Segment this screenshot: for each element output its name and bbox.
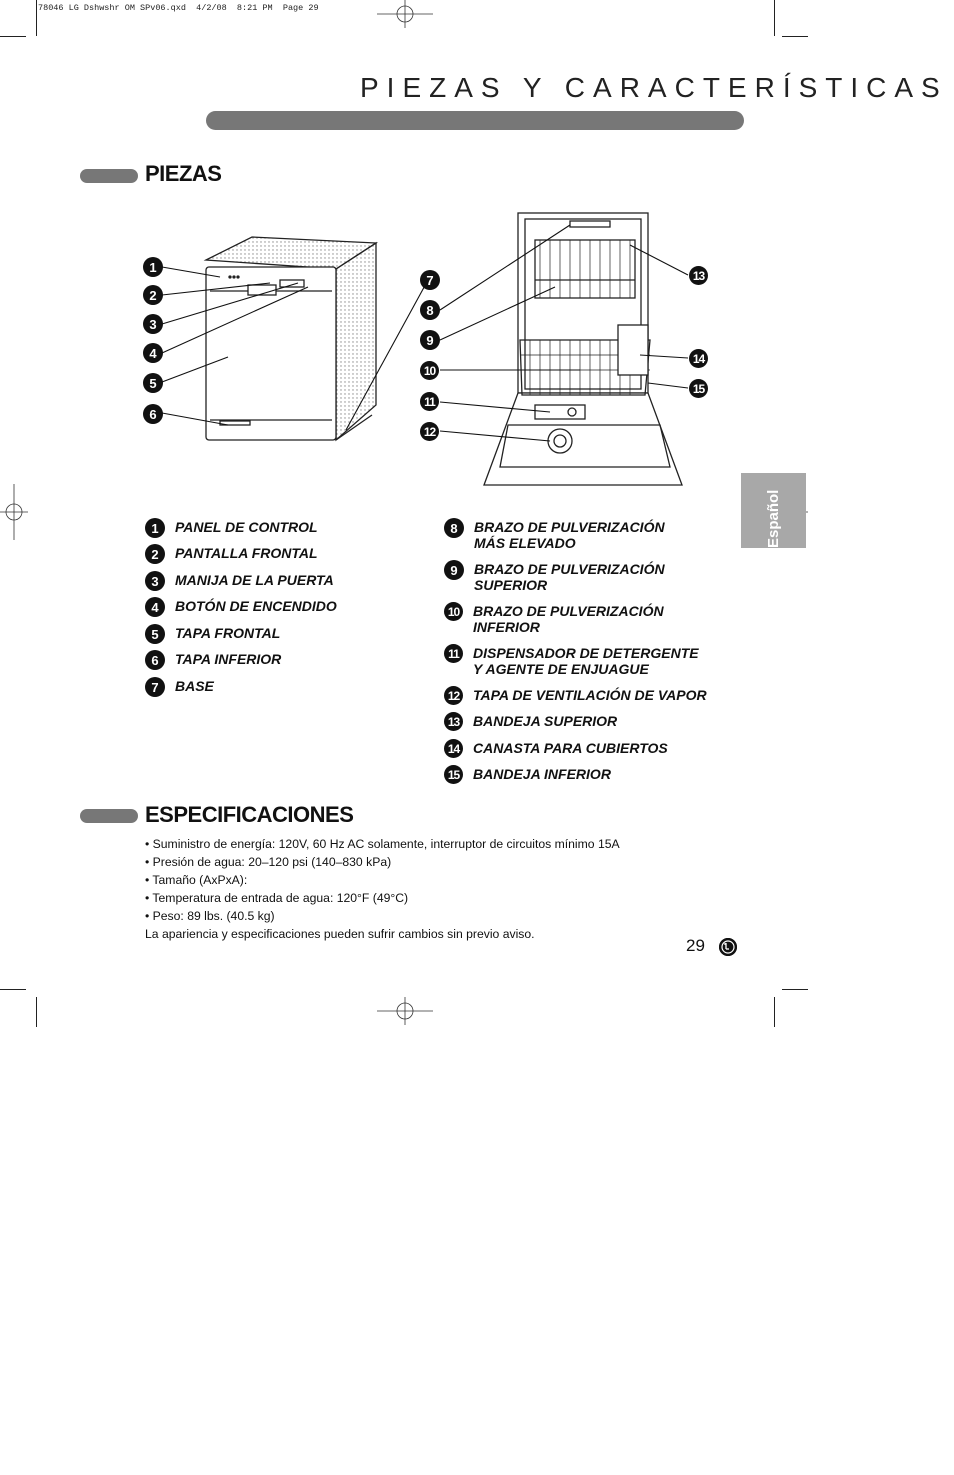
part-label: TAPA INFERIOR — [175, 651, 282, 667]
page-title: PIEZAS Y CARACTERÍSTICAS — [360, 72, 948, 103]
file-slug: 78046 LG Dshwshr OM SPv06.qxd 4/2/08 8:21 PM Page 29 — [38, 3, 319, 13]
closed-dishwasher — [206, 237, 376, 440]
part-item — [145, 624, 415, 644]
spec-note: La apariencia y especificaciones pueden sufrir cambios sin previo aviso. — [145, 927, 535, 941]
part-label: BANDEJA SUPERIOR — [473, 713, 618, 729]
callout-2: 2 — [143, 285, 163, 305]
part-label: PANTALLA FRONTAL — [175, 545, 318, 561]
section-pill — [80, 809, 138, 823]
spec-list — [145, 835, 620, 943]
part-item — [444, 765, 713, 784]
especificaciones-heading: ESPECIFICACIONES — [145, 802, 354, 827]
lg-logo-icon — [719, 938, 737, 956]
part-label: MANIJA DE LA PUERTA — [175, 572, 334, 588]
part-number: 7 — [145, 677, 165, 697]
part-label: DISPENSADOR DE DETERGENTE Y AGENTE DE ENJUAGUE — [473, 645, 699, 677]
open-dishwasher — [484, 213, 682, 485]
section-pill — [80, 169, 138, 183]
language-tab-label: Español — [765, 489, 782, 548]
part-item — [145, 544, 415, 564]
part-number: 4 — [145, 597, 165, 617]
part-item — [145, 571, 415, 591]
spec-item: • Tamaño (AxPxA): — [145, 873, 248, 887]
title-bar — [206, 111, 744, 130]
part-label: BRAZO DE PULVERIZACIÓN MÁS ELEVADO — [474, 519, 665, 551]
part-label: CANASTA PARA CUBIERTOS — [473, 740, 668, 756]
part-number: 8 — [444, 518, 464, 538]
callout-1: 1 — [143, 257, 163, 277]
page-number: 29 — [686, 936, 705, 955]
dishwasher-illustration — [140, 205, 730, 495]
part-label: TAPA DE VENTILACIÓN DE VAPOR — [473, 687, 707, 703]
callout-7: 7 — [420, 270, 440, 290]
callout-3: 3 — [143, 314, 163, 334]
part-label: TAPA FRONTAL — [175, 625, 281, 641]
callout-14: 14 — [689, 349, 708, 368]
part-number: 10 — [444, 602, 463, 621]
part-label: BANDEJA INFERIOR — [473, 766, 611, 782]
callout-10: 10 — [420, 361, 439, 380]
part-label: BOTÓN DE ENCENDIDO — [175, 598, 337, 614]
callout-8: 8 — [420, 300, 440, 320]
spec-item: • Suministro de energía: 120V, 60 Hz AC solamente, interruptor de circuitos mínimo 15A — [145, 837, 620, 851]
part-item — [444, 518, 714, 551]
part-number: 3 — [145, 571, 165, 591]
spec-item: • Peso: 89 lbs. (40.5 kg) — [145, 909, 275, 923]
callout-11: 11 — [420, 392, 439, 411]
spec-item: • Presión de agua: 20–120 psi (140–830 kPa) — [145, 855, 392, 869]
callout-9: 9 — [420, 330, 440, 350]
part-item — [145, 518, 415, 538]
spec-item: • Temperatura de entrada de agua: 120°F (49°C) — [145, 891, 409, 905]
part-item — [444, 644, 713, 677]
callout-5: 5 — [143, 373, 163, 393]
part-item — [444, 686, 713, 705]
part-number: 15 — [444, 765, 463, 784]
part-item — [444, 560, 714, 593]
callout-13: 13 — [689, 266, 708, 285]
callout-12: 12 — [420, 422, 439, 441]
callout-4: 4 — [143, 343, 163, 363]
part-item — [145, 650, 415, 670]
part-item — [444, 712, 713, 731]
piezas-heading: PIEZAS — [145, 161, 222, 186]
part-label: BASE — [175, 678, 214, 694]
part-item — [444, 739, 713, 758]
part-number: 5 — [145, 624, 165, 644]
part-item — [145, 677, 415, 697]
part-label: BRAZO DE PULVERIZACIÓN SUPERIOR — [474, 561, 665, 593]
part-item — [145, 597, 415, 617]
part-number: 1 — [145, 518, 165, 538]
part-number: 12 — [444, 686, 463, 705]
part-number: 6 — [145, 650, 165, 670]
callout-15: 15 — [689, 379, 708, 398]
part-number: 14 — [444, 739, 463, 758]
part-item — [444, 602, 713, 635]
part-label: BRAZO DE PULVERIZACIÓN INFERIOR — [473, 603, 664, 635]
part-number: 11 — [444, 644, 463, 663]
callout-6: 6 — [143, 404, 163, 424]
part-number: 2 — [145, 544, 165, 564]
part-number: 13 — [444, 712, 463, 731]
part-label: PANEL DE CONTROL — [175, 519, 318, 535]
part-number: 9 — [444, 560, 464, 580]
